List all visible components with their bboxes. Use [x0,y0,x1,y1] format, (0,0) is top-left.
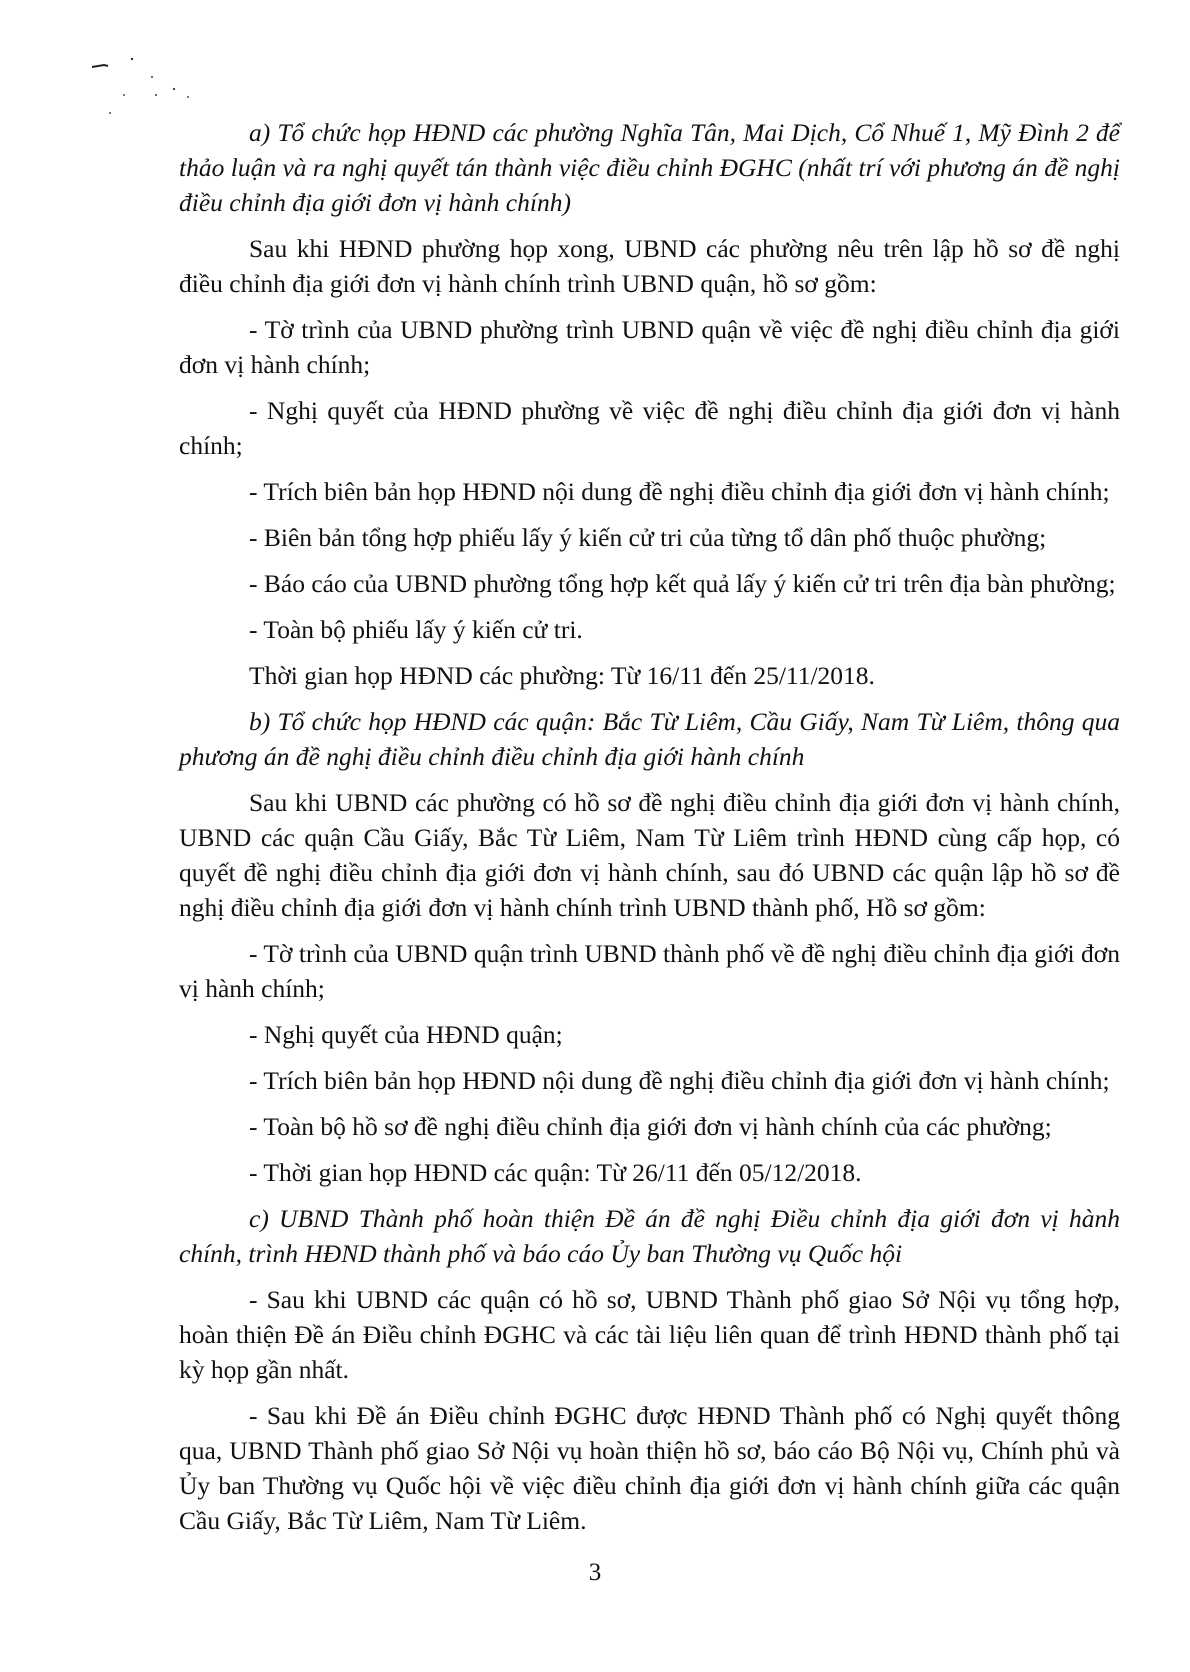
paragraph: Sau khi HĐND phường họp xong, UBND các phường nêu trên lập hồ sơ đề nghị điều chỉnh địa giới đơn vị hành chính trình UBND quận, hồ sơ gồm: [179,234,1120,298]
paragraph: Sau khi UBND các phường có hồ sơ đề nghị điều chỉnh địa giới đơn vị hành chính, UBND các quận Cầu Giấy, Bắc Từ Liêm, Nam Từ Liêm trình HĐND cùng cấp họp, có quyết đề nghị điều chỉnh địa giới đơn vị hành chính, sau đó UBND các quận lập hồ sơ đề nghị điều chỉnh địa giới đơn vị hành chính trình UBND thành phố, Hồ sơ gồm: [179,788,1120,922]
page-number: 3 [588,1559,602,1586]
list-item: - Toàn bộ hồ sơ đề nghị điều chỉnh địa giới đơn vị hành chính của các phường; [249,1112,1052,1141]
schedule-line: - Thời gian họp HĐND các quận: Từ 26/11 đến 05/12/2018. [249,1158,862,1187]
section-a-heading: a) Tổ chức họp HĐND các phường Nghĩa Tân, Mai Dịch, Cổ Nhuế 1, Mỹ Đình 2 để thảo luận và ra nghị quyết tán thành việc điều chỉnh ĐGHC (nhất trí với phương án đề nghị điều chỉnh địa giới đơn vị hành chính) [179,118,1120,217]
list-item: - Trích biên bản họp HĐND nội dung đề nghị điều chỉnh địa giới đơn vị hành chính; [249,1066,1110,1095]
list-item: - Toàn bộ phiếu lấy ý kiến cử tri. [249,615,583,644]
list-item: - Tờ trình của UBND phường trình UBND quận về việc đề nghị điều chỉnh địa giới đơn vị hành chính; [179,315,1120,379]
list-item: - Sau khi UBND các quận có hồ sơ, UBND Thành phố giao Sở Nội vụ tổng hợp, hoàn thiện Đề án Điều chỉnh ĐGHC và các tài liệu liên quan để trình HĐND thành phố tại kỳ họp gần nhất. [179,1285,1120,1384]
list-item: - Báo cáo của UBND phường tổng hợp kết quả lấy ý kiến cử tri trên địa bàn phường; [249,569,1116,598]
section-c-heading: c) UBND Thành phố hoàn thiện Đề án đề nghị Điều chỉnh địa giới đơn vị hành chính, trình HĐND thành phố và báo cáo Ủy ban Thường vụ Quốc hội [179,1204,1120,1268]
section-b-heading: b) Tổ chức họp HĐND các quận: Bắc Từ Liêm, Cầu Giấy, Nam Từ Liêm, thông qua phương án đề nghị điều chỉnh điều chỉnh địa giới hành chính [179,707,1120,771]
list-item: - Sau khi Đề án Điều chỉnh ĐGHC được HĐND Thành phố có Nghị quyết thông qua, UBND Thành phố giao Sở Nội vụ hoàn thiện hồ sơ, báo cáo Bộ Nội vụ, Chính phủ và Ủy ban Thường vụ Quốc hội về việc điều chỉnh địa giới đơn vị hành chính giữa các quận Cầu Giấy, Bắc Từ Liêm, Nam Từ Liêm. [179,1401,1120,1535]
schedule-line: Thời gian họp HĐND các phường: Từ 16/11 đến 25/11/2018. [249,661,875,690]
list-item: - Nghị quyết của HĐND quận; [249,1020,563,1049]
document-body [179,115,1120,1549]
list-item: - Biên bản tổng hợp phiếu lấy ý kiến cử tri của từng tổ dân phố thuộc phường; [249,523,1047,552]
list-item: - Nghị quyết của HĐND phường về việc đề nghị điều chỉnh địa giới đơn vị hành chính; [179,396,1120,460]
list-item: - Trích biên bản họp HĐND nội dung đề nghị điều chỉnh địa giới đơn vị hành chính; [249,477,1110,506]
list-item: - Tờ trình của UBND quận trình UBND thành phố về đề nghị điều chỉnh địa giới đơn vị hành chính; [179,939,1120,1003]
